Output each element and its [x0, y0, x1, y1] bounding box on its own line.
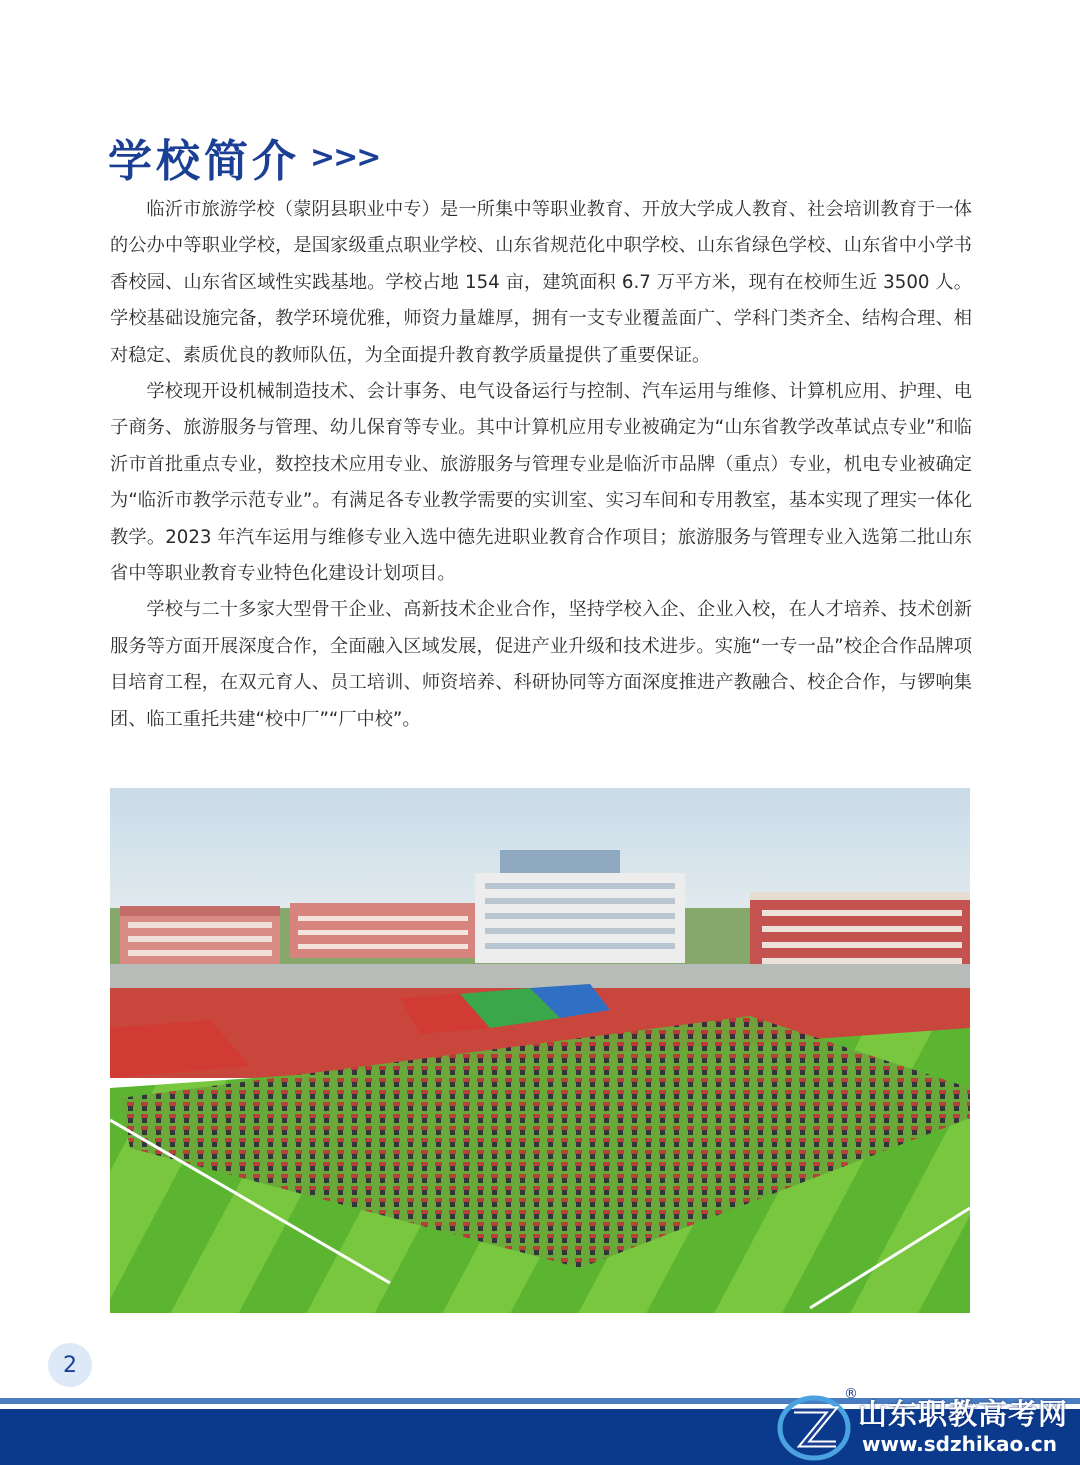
building-mid-left — [290, 903, 475, 958]
page-title — [108, 125, 379, 189]
page-title-text: 学校简介 — [108, 136, 300, 187]
article-body — [110, 192, 972, 738]
campus-photo — [110, 788, 970, 1313]
paragraph-majors: 学校现开设机械制造技术、会计事务、电气设备运行与控制、汽车运用与维修、计算机应用、护理、电子商务、旅游服务与管理、幼儿保育等专业。其中计算机应用专业被确定为“山东省教学改革试点专业”和临沂市首批重点专业，数控技术应用专业、旅游服务与管理专业是临沂市品牌（重点）专业，机电专业被确定为“临沂市教学示范专业”。有满足各专业教学需要的实训室、实习车间和专用教室，基本实现了理实一体化教学。2023 年汽车运用与维修专业入选中德先进职业教育合作项目；旅游服务与管理专业入选第二批山东省中等职业教育专业特色化建设计划项目。 — [110, 381, 972, 585]
building-left — [120, 906, 280, 968]
registered-mark: ® — [844, 1386, 858, 1402]
paragraph-cooperation: 学校与二十多家大型骨干企业、高新技术企业合作，坚持学校入企、企业入校，在人才培养、技术创新服务等方面开展深度合作，全面融入区域发展，促进产业升级和技术进步。实施“一专一品”校企合作品牌项目培育工程，在双元育人、员工培训、师资培养、科研协同等方面深度推进产教融合、校企合作，与锣响集团、临工重托共建“校中厂”“厂中校”。 — [110, 599, 972, 730]
watermark-url: www.sdzhikao.cn — [862, 1432, 1057, 1456]
watermark-name: 山东职教高考网 — [858, 1397, 1069, 1431]
title-arrows: >>> — [310, 139, 380, 175]
paragraph-intro: 临沂市旅游学校（蒙阴县职业中专）是一所集中等职业教育、开放大学成人教育、社会培训教育于一体的公办中等职业学校，是国家级重点职业学校、山东省规范化中职学校、山东省绿色学校、山东省中小学书香校园、山东省区域性实践基地。学校占地 154 亩，建筑面积 6.7 万平方米，现有在校师生近 3500 人。学校基础设施完备，教学环境优雅，师资力量雄厚，拥有一支专业覆盖面广、学科门类齐全、结构合理、相对稳定、素质优良的教师队伍，为全面提升教育教学质量提供了重要保证。 — [110, 199, 972, 366]
page-number: 2 — [48, 1343, 92, 1387]
